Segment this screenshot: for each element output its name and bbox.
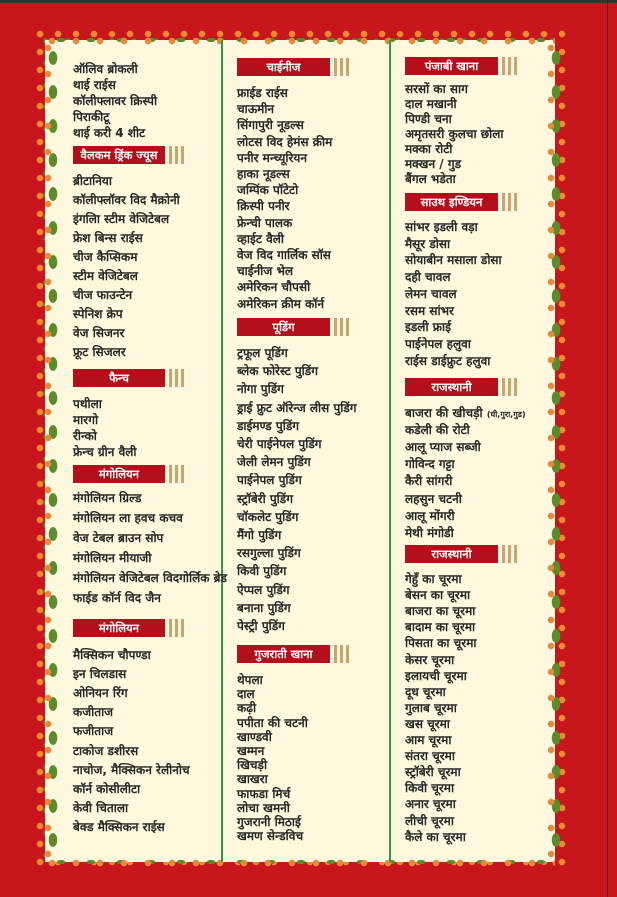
menu-item-label: बाजरा का चूरमा — [405, 604, 476, 619]
menu-item — [405, 507, 455, 524]
menu-item-label: अमेरिकन क्रीम कॉर्न — [237, 296, 325, 311]
menu-item-label: फ्राईड राईस — [237, 86, 288, 100]
menu-item-label: स्ट्रॉबेरी पुडिंग — [237, 491, 293, 506]
menu-item-label: किवी चूरमा — [405, 781, 455, 796]
menu-item-label: स्पेनिश क्रेप — [73, 307, 123, 321]
menu-item-label: फाईड कॉर्न विद जैन — [73, 591, 161, 605]
menu-item — [405, 731, 451, 748]
menu-item — [237, 133, 332, 150]
section-title: मंगोलियन — [73, 465, 165, 483]
menu-item-label: थेपला — [237, 673, 263, 687]
menu-item — [405, 812, 454, 829]
menu-item — [237, 278, 310, 295]
menu-item-label: गुलाब चूरमा — [405, 700, 457, 715]
menu-item — [237, 380, 284, 397]
menu-item — [405, 404, 526, 421]
menu-item-label: पनीर मन्च्यूरियन — [237, 150, 308, 165]
menu-item-label: रसम सांभर — [405, 303, 454, 318]
menu-item-label: फ्रेश बिन्स राईस — [73, 231, 143, 245]
stripes-decoration — [169, 619, 185, 637]
menu-item — [237, 544, 301, 561]
menu-item-label: खिचड़ी — [237, 758, 268, 773]
menu-item — [73, 92, 157, 109]
menu-item-label: कैले का चूरमा — [405, 829, 466, 844]
menu-item — [237, 617, 285, 634]
menu-item-label: ड्राई फ्रुट ऑरेन्ज लीस पुडिंग — [237, 400, 357, 415]
menu-item-label: वेज टेबल ब्राउन सोप — [73, 531, 164, 545]
menu-item-label: बैंगल भडेता — [405, 172, 456, 186]
section-header — [73, 619, 185, 637]
stripes-decoration — [169, 465, 185, 483]
menu-item-label: चाईनीज भेल — [237, 264, 294, 279]
menu-item — [73, 722, 113, 739]
menu-item — [405, 651, 454, 668]
menu-item-label: स्टीम वेजिटेबल — [73, 269, 138, 283]
menu-item — [237, 181, 298, 198]
menu-item — [237, 100, 274, 117]
menu-item-label: सिंगापुरी नूडल्स — [237, 118, 304, 133]
menu-item-label: लोचा खमनी — [237, 800, 290, 815]
menu-item — [73, 549, 151, 566]
menu-item-note: (घी,गुरा,गुड) — [486, 410, 526, 419]
menu-item-label: बेक्ड मैक्सिकन राईस — [73, 819, 165, 834]
menu-item-label: खम्मन — [237, 744, 265, 758]
menu-item — [405, 455, 455, 472]
menu-item-label: लहसुन चटनी — [405, 491, 462, 506]
menu-item — [405, 683, 446, 700]
menu-item-label: मैंगो पुडिंग — [237, 528, 282, 542]
stripes-decoration — [502, 378, 518, 396]
menu-item — [237, 490, 293, 507]
menu-item-label: अमेरिकन चौपसी — [237, 280, 311, 295]
menu-item — [73, 343, 126, 360]
section-title: चाईनीज — [237, 58, 330, 76]
section-title: मंगोलियन — [73, 619, 165, 637]
section-header — [237, 318, 350, 336]
right-edge — [607, 0, 608, 897]
menu-item-label: मैक्सिकन चौपण्डा — [73, 648, 151, 662]
stripes-decoration — [334, 645, 350, 663]
menu-item-label: थाई राईस — [73, 78, 116, 92]
menu-item-label: पपीता की चटनी — [237, 715, 308, 730]
menu-item-label: सरसों का साग — [405, 82, 468, 96]
menu-item-label: चीज फाउन्टेन — [73, 288, 133, 302]
menu-item — [73, 489, 141, 506]
menu-item — [237, 116, 304, 133]
section-title: वैलकम ड्रिंक ज्यूस — [73, 146, 165, 164]
menu-item-label: अमृतसरी कुलचा छोला — [405, 127, 504, 141]
menu-item-label: कडेली की रोटी — [405, 423, 470, 438]
menu-item-label: हाका नूडल्स — [237, 167, 290, 181]
menu-item-label: खाखरा — [237, 772, 268, 787]
menu-item-label: चेरी पाईनेपल पुडिंग — [237, 437, 322, 451]
section-header — [237, 58, 350, 76]
menu-item — [405, 352, 490, 369]
menu-item-label: रीन्को — [73, 429, 97, 443]
menu-item-label: खाण्डवी — [237, 729, 272, 744]
vine-border-top — [45, 34, 555, 48]
menu-item — [73, 305, 123, 322]
menu-item-label: गेहुँ का चूरमा — [405, 572, 462, 586]
column-divider — [389, 40, 391, 862]
menu-item — [405, 472, 452, 489]
menu-item-label: कॉर्न कोसीलीटा — [73, 781, 141, 796]
menu-item-label: लेमन चावल — [405, 286, 457, 301]
menu-item-label: ट्रफूल पूडिंग — [237, 346, 288, 360]
menu-item-label: मंगोलियन वेजिटेबल विदगोर्लिक ब्रेड — [73, 571, 227, 585]
menu-item — [237, 508, 298, 525]
menu-item-label: सोयाबीन मसाला डोसा — [405, 253, 502, 268]
menu-item — [73, 509, 183, 526]
menu-item-label: केसर चूरमा — [405, 652, 455, 667]
menu-item — [237, 149, 307, 166]
section-header — [405, 378, 518, 396]
vine-border-right — [545, 40, 561, 862]
menu-item-label: फ्रेन्ची पालक — [237, 215, 293, 230]
stripes-decoration — [169, 146, 185, 164]
menu-item-label: मंगोलियन ला हवच कचव — [73, 511, 183, 525]
stripes-decoration — [502, 57, 518, 75]
menu-item — [237, 246, 331, 263]
menu-item-label: फ्रेन्च ग्रीन वैली — [73, 445, 137, 459]
menu-item-label: केवी चिताला — [73, 800, 129, 815]
menu-item-label: टाकोज डशीरस — [73, 743, 139, 758]
menu-item — [73, 569, 227, 586]
menu-item — [405, 586, 470, 603]
menu-item-label: स्ट्रॉबेरी चूरमा — [405, 765, 461, 780]
menu-item — [405, 268, 451, 285]
menu-item — [405, 335, 471, 352]
section-title: साउथ इण्डियन — [405, 193, 498, 211]
menu-item-label: खमण सेन्डविच — [237, 829, 304, 844]
menu-item — [237, 197, 290, 214]
section-header — [405, 545, 518, 563]
menu-item — [405, 618, 475, 635]
stripes-decoration — [502, 545, 518, 563]
menu-item — [237, 581, 290, 598]
menu-item — [405, 747, 455, 764]
menu-item — [405, 795, 456, 812]
menu-item — [73, 529, 163, 546]
menu-item-label: दाल — [237, 687, 255, 702]
menu-item — [73, 742, 138, 759]
menu-item — [73, 761, 190, 778]
menu-item — [405, 438, 481, 455]
menu-item — [237, 399, 357, 416]
stripes-decoration — [502, 193, 518, 211]
menu-item-label: इंगलिा स्टीम वेजिटेबल — [73, 212, 170, 226]
menu-item — [73, 799, 128, 816]
menu-item — [405, 699, 457, 716]
menu-item-label: सांभर इडली वड़ा — [405, 220, 478, 234]
menu-item — [237, 165, 290, 182]
menu-item-label: वेज विद गार्लिक सॉस — [237, 248, 331, 262]
top-edge — [0, 0, 617, 3]
menu-item — [237, 417, 299, 434]
menu-item-label: पिराकीटू — [73, 110, 110, 124]
section-title: फैन्च — [73, 369, 165, 387]
menu-item-label: आम चूरमा — [405, 733, 452, 747]
vine-border-left — [42, 40, 58, 862]
menu-item — [73, 229, 143, 246]
section-title: पूडिंग — [237, 318, 330, 336]
menu-item-label: लोटस विद हेमंस क्रीम — [237, 134, 333, 149]
menu-item-label: मक्का रोटी — [405, 142, 453, 156]
menu-item — [405, 170, 456, 187]
menu-item — [405, 715, 450, 732]
menu-item — [237, 435, 322, 452]
menu-item-label: इलायची चूरमा — [405, 668, 467, 683]
menu-item-label: कैरी सांगरी — [405, 474, 453, 489]
section-title: राजस्थानी — [405, 545, 498, 563]
menu-item-label: आलू मोंगरी — [405, 508, 455, 523]
menu-item-label: आलू प्याज सब्जी — [405, 440, 481, 455]
menu-item — [405, 779, 454, 796]
menu-item — [73, 395, 102, 412]
menu-item — [405, 602, 475, 619]
section-header — [405, 193, 518, 211]
stripes-decoration — [334, 58, 350, 76]
menu-item-label: पिसता का चूरमा — [405, 636, 477, 651]
menu-item-label: रसगुल्ला पुडिंग — [237, 546, 301, 561]
menu-item-label: पाईनेपल हलुवा — [405, 336, 471, 351]
section-header — [73, 465, 185, 483]
menu-item-label: ऑलिव ब्रोकली — [73, 62, 138, 76]
menu-item-label: चीज कैप्सिकम — [73, 250, 138, 264]
menu-item — [73, 684, 128, 701]
menu-item — [73, 665, 126, 682]
menu-item — [405, 634, 476, 651]
menu-item-label: खस चूरमा — [405, 716, 450, 731]
menu-item-label: फ्रूट सिजलर — [73, 345, 126, 359]
menu-item — [237, 453, 311, 470]
section-header — [405, 57, 518, 75]
menu-item-label: पाईनेपल पुडिंग — [237, 473, 302, 488]
menu-item — [73, 780, 140, 797]
menu-item — [73, 818, 165, 835]
menu-item-label: इन चिलडास — [73, 667, 127, 682]
menu-item — [237, 827, 303, 844]
menu-item-label: दाल मखानी — [405, 97, 457, 111]
menu-item-label: चाऊमीन — [237, 102, 275, 117]
menu-item-label: मेथी मंगोडी — [405, 525, 454, 540]
menu-item-label: मंगोलियन ग्रिल्ड — [73, 491, 142, 505]
menu-item — [73, 443, 137, 460]
menu-item — [73, 191, 180, 208]
menu-item — [237, 295, 324, 312]
menu-item-label: ब्रीटानिया — [73, 174, 112, 188]
menu-item — [405, 421, 470, 438]
menu-item-label: क्रिस्पी पनीर — [237, 199, 290, 214]
menu-item-label: कॉलीफ्लॉवर विद मैक्रोनी — [73, 193, 180, 207]
menu-item-label: कॉलीफ्लावर क्रिस्पी — [73, 94, 158, 108]
stripes-decoration — [334, 318, 350, 336]
menu-item-label: लीची चूरमा — [405, 813, 454, 828]
menu-item-label: जेली लेमन पुडिंग — [237, 455, 311, 470]
menu-item-label: बेसन का चूरमा — [405, 588, 471, 603]
menu-item-label: जम्पिंक पॉटेटो — [237, 183, 299, 198]
menu-item-label: गोविन्द गट्टा — [405, 457, 455, 472]
menu-item-label: संतरा चूरमा — [405, 749, 455, 764]
menu-item-label: बादाम का चूरमा — [405, 620, 476, 635]
menu-item-label: राईस डाईफ्रुट हलुवा — [405, 353, 491, 368]
section-title: राजस्थानी — [405, 378, 498, 396]
menu-item-label: गुजरानी मिठाई — [237, 815, 301, 829]
menu-item — [237, 344, 288, 361]
stripes-decoration — [169, 369, 185, 387]
menu-item-label: मारगो — [73, 413, 99, 427]
menu-item — [73, 172, 112, 189]
menu-item-label: कजीताज — [73, 705, 114, 720]
menu-item-label: बाजरा की खीचड़ी — [405, 406, 483, 420]
menu-item-label: बनाना पुडिंग — [237, 600, 291, 615]
menu-item-label: चॉकलेट पुडिंग — [237, 509, 299, 524]
menu-item — [405, 763, 461, 780]
menu-item — [405, 828, 466, 845]
menu-item — [237, 599, 291, 616]
menu-item — [73, 589, 161, 606]
menu-item-label: ब्लेक फोरेस्ट पुडिंग — [237, 364, 318, 379]
menu-item — [405, 318, 451, 335]
menu-item-label: दही चावल — [405, 270, 451, 285]
vine-border-bottom — [45, 856, 555, 870]
menu-item — [73, 108, 109, 125]
menu-item-label: मैसूर डोसा — [405, 236, 451, 251]
menu-item — [73, 427, 97, 444]
menu-item — [237, 230, 284, 247]
menu-item-label: पथीला — [73, 397, 102, 411]
menu-item — [73, 248, 137, 265]
section-title: पंजाबी खाना — [405, 57, 498, 75]
menu-item-label: किवी पुडिंग — [237, 564, 287, 579]
menu-item — [405, 302, 454, 319]
menu-item — [73, 124, 145, 141]
section-title: गुजराती खाना — [237, 645, 330, 663]
menu-item — [73, 267, 138, 284]
menu-item — [405, 218, 478, 235]
section-header — [73, 369, 185, 387]
menu-item-label: व्हाईट वैली — [237, 231, 284, 246]
menu-item — [237, 562, 286, 579]
menu-item — [237, 214, 292, 231]
menu-item — [237, 262, 293, 279]
menu-item — [237, 84, 288, 101]
menu-item-label: पिण्डी चना — [405, 112, 452, 126]
menu-item — [237, 526, 281, 543]
menu-item — [73, 286, 132, 303]
menu-item — [73, 703, 113, 720]
menu-item-label: इडली फ्राई — [405, 320, 451, 335]
menu-item — [405, 235, 450, 252]
menu-item-label: मक्खन / गुड — [405, 157, 462, 171]
menu-item-label: पेस्ट्री पुडिंग — [237, 619, 285, 633]
menu-item — [405, 667, 467, 684]
menu-item — [73, 324, 124, 341]
menu-item-label: दूध चूरमा — [405, 684, 446, 699]
menu-item-label: फजीताज — [73, 724, 114, 739]
menu-item-label: ओनियन रिंग — [73, 686, 128, 701]
section-header — [237, 645, 350, 663]
menu-item — [405, 570, 462, 587]
menu-item-label: मंगोलियन मीयाजी — [73, 551, 152, 565]
menu-item-label: थाई करी 4 शीट — [73, 126, 146, 140]
menu-item — [73, 60, 138, 77]
menu-item — [237, 362, 318, 379]
menu-item — [405, 490, 462, 507]
menu-item — [405, 251, 502, 268]
menu-item-label: फाफडा मिर्च — [237, 786, 291, 801]
menu-item-label: कढ़ी — [237, 701, 257, 716]
menu-item-label: नाचोज, मैक्सिकन रेलीनोच — [73, 762, 190, 777]
column-divider — [221, 40, 223, 862]
menu-item-label: डाईमण्ड पुडिंग — [237, 418, 299, 433]
menu-item — [237, 471, 302, 488]
menu-item-label: अनार चूरमा — [405, 797, 456, 812]
menu-item — [73, 210, 169, 227]
menu-item — [73, 76, 116, 93]
menu-item-label: नोगा पुडिंग — [237, 382, 284, 397]
menu-item-label: ऐप्पल पुडिंग — [237, 582, 290, 597]
menu-item — [405, 285, 457, 302]
menu-item — [73, 646, 151, 663]
menu-item — [405, 524, 454, 541]
menu-item-label: वेज सिजनर — [73, 326, 125, 340]
menu-item — [73, 411, 98, 428]
section-header — [73, 146, 185, 164]
